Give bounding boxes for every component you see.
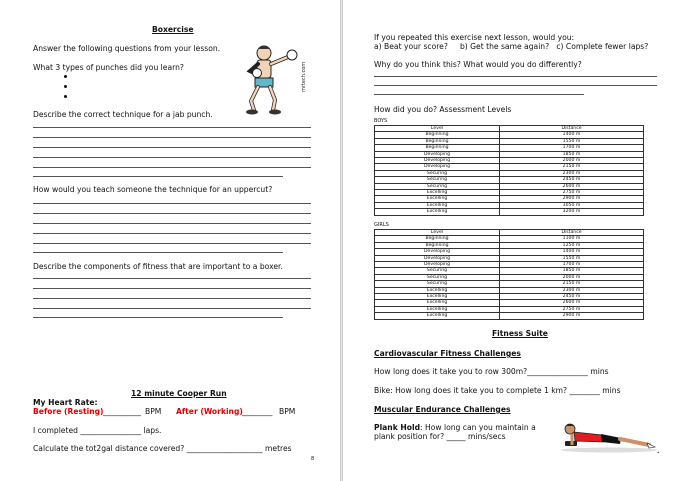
boys-distance-cell: 2750 m: [500, 190, 644, 196]
girls-distance-header: Distance: [500, 230, 644, 236]
page-corner-mark: •: [657, 450, 660, 455]
boys-distance-cell: 3050 m: [500, 202, 644, 208]
why-question: Why do you think this? What would you do differently?: [374, 60, 582, 69]
boys-level-cell: Beginning: [375, 145, 500, 151]
boys-distance-cell: 2900 m: [500, 196, 644, 202]
boys-level-cell: Securing: [375, 177, 500, 183]
boxercise-title: Boxercise: [152, 25, 194, 34]
intro-text: Answer the following questions from your lesson.: [33, 44, 221, 53]
girls-level-cell: Excelling: [375, 287, 500, 293]
girls-distance-cell: 2600 m: [500, 300, 644, 306]
question-components: Describe the components of fitness that are important to a boxer.: [33, 262, 283, 271]
answer-line[interactable]: [33, 176, 283, 177]
cooper-run-title: 12 minute Cooper Run: [131, 389, 227, 398]
answer-line[interactable]: [374, 85, 657, 86]
boys-distance-cell: 1400 m: [500, 132, 644, 138]
boys-distance-cell: 2000 m: [500, 158, 644, 164]
boys-level-cell: Securing: [375, 183, 500, 189]
plank-question-text: : How long can you maintain a: [420, 423, 536, 432]
bullet-1: [64, 75, 67, 78]
page-number: 8: [311, 456, 315, 462]
boys-distance-cell: 2300 m: [500, 170, 644, 176]
girls-level-cell: Beginning: [375, 236, 500, 242]
girls-level-cell: Developing: [375, 255, 500, 261]
boys-level-cell: Securing: [375, 170, 500, 176]
answer-line[interactable]: [33, 223, 311, 224]
girls-level-cell: Securing: [375, 274, 500, 280]
watermark-text: mrtech.com: [301, 61, 307, 92]
girls-level-cell: Securing: [375, 281, 500, 287]
boys-label: BOYS: [374, 118, 388, 124]
plank-question-line1: [374, 423, 536, 432]
plank-question-line2[interactable]: plank position for? _____ mins/secs: [374, 432, 506, 441]
girls-distance-cell: 2450 m: [500, 294, 644, 300]
question-uppercut: How would you teach someone the technique for an uppercut?: [33, 185, 273, 194]
answer-line[interactable]: [33, 308, 311, 309]
girls-distance-cell: 2150 m: [500, 281, 644, 287]
working-blank[interactable]: ________: [242, 407, 273, 416]
boys-distance-cell: 1550 m: [500, 138, 644, 144]
boys-level-cell: Excelling: [375, 196, 500, 202]
right-page: [342, 0, 683, 481]
plank-illustration: [557, 414, 661, 454]
girls-distance-cell: 2750 m: [500, 306, 644, 312]
girls-level-cell: Excelling: [375, 300, 500, 306]
boys-level-cell: Excelling: [375, 190, 500, 196]
heart-rate-label: My Heart Rate:: [33, 398, 98, 407]
answer-line[interactable]: [33, 317, 283, 318]
answer-line[interactable]: [33, 243, 311, 244]
question-punches: What 3 types of punches did you learn?: [33, 63, 184, 72]
girls-distance-cell: 1850 m: [500, 268, 644, 274]
boys-level-cell: Developing: [375, 164, 500, 170]
girls-level-cell: Excelling: [375, 306, 500, 312]
answer-line[interactable]: [33, 167, 311, 168]
boys-level-cell: Developing: [375, 151, 500, 157]
girls-distance-cell: 1250 m: [500, 242, 644, 248]
boys-row: [375, 209, 644, 215]
bullet-2: [64, 85, 67, 88]
girls-levels-table: [374, 229, 644, 320]
boys-levels-table: [374, 125, 644, 216]
girls-distance-cell: 2300 m: [500, 287, 644, 293]
boys-distance-cell: 2600 m: [500, 183, 644, 189]
girls-level-cell: Developing: [375, 262, 500, 268]
girls-row: [375, 313, 644, 319]
girls-level-header: Level: [375, 230, 500, 236]
girls-distance-cell: 2900 m: [500, 313, 644, 319]
bpm-label-resting: BPM: [145, 407, 162, 416]
girls-label: GIRLS: [374, 222, 389, 228]
assessment-title: How did you do? Assessment Levels: [374, 105, 512, 114]
answer-line[interactable]: [33, 127, 311, 128]
boys-distance-header: Distance: [500, 126, 644, 132]
girls-distance-cell: 1100 m: [500, 236, 644, 242]
girls-level-cell: Securing: [375, 268, 500, 274]
bullet-3: [64, 95, 67, 98]
question-jab: Describe the correct technique for a jab punch.: [33, 110, 213, 119]
boys-level-cell: Excelling: [375, 209, 500, 215]
girls-distance-cell: 1700 m: [500, 262, 644, 268]
fitness-suite-title: Fitness Suite: [492, 329, 548, 338]
answer-line[interactable]: [33, 288, 311, 289]
boys-distance-cell: 2450 m: [500, 177, 644, 183]
repeat-options: a) Beat your score? b) Get the same again? c) Complete fewer laps?: [374, 42, 649, 51]
plank-label: Plank Hold: [374, 423, 421, 432]
answer-line[interactable]: [374, 94, 584, 95]
bpm-label-working: BPM: [279, 407, 296, 416]
answer-line[interactable]: [374, 76, 657, 77]
boys-level-cell: Beginning: [375, 132, 500, 138]
bike-question[interactable]: Bike: How long does it take you to complete 1 km? ________ mins: [374, 386, 621, 395]
girls-distance-cell: 2000 m: [500, 274, 644, 280]
girls-level-cell: Excelling: [375, 313, 500, 319]
boys-distance-cell: 1700 m: [500, 145, 644, 151]
laps-completed[interactable]: I completed ________________ laps.: [33, 426, 162, 435]
resting-blank[interactable]: __________: [103, 407, 141, 416]
repeat-question: If you repeated this exercise next lesson, would you:: [374, 33, 575, 42]
answer-line[interactable]: [33, 278, 311, 279]
answer-line[interactable]: [33, 147, 311, 148]
distance-question[interactable]: Calculate the tot2gal distance covered? ____________________ metres: [33, 444, 292, 453]
answer-line[interactable]: [33, 252, 283, 253]
resting-label: Before (Resting): [33, 407, 104, 416]
row-question[interactable]: How long does it take you to row 300m?________________ mins: [374, 367, 609, 376]
boys-distance-cell: 1850 m: [500, 151, 644, 157]
cardio-title: Cardiovascular Fitness Challenges: [374, 349, 521, 358]
boys-level-cell: Beginning: [375, 138, 500, 144]
boys-distance-cell: 2150 m: [500, 164, 644, 170]
answer-line[interactable]: [33, 157, 311, 158]
left-page: [0, 0, 341, 481]
answer-line[interactable]: [33, 298, 311, 299]
girls-distance-cell: 1400 m: [500, 249, 644, 255]
answer-line[interactable]: [33, 213, 311, 214]
boxer-illustration: [238, 40, 310, 116]
answer-line[interactable]: [33, 137, 311, 138]
girls-level-cell: Excelling: [375, 294, 500, 300]
answer-line[interactable]: [33, 203, 311, 204]
girls-distance-cell: 1550 m: [500, 255, 644, 261]
boys-distance-cell: 3200 m: [500, 209, 644, 215]
girls-level-cell: Developing: [375, 249, 500, 255]
answer-line[interactable]: [33, 233, 311, 234]
working-label: After (Working): [176, 407, 243, 416]
girls-level-cell: Beginning: [375, 242, 500, 248]
boys-level-cell: Developing: [375, 158, 500, 164]
boys-level-header: Level: [375, 126, 500, 132]
muscular-title: Muscular Endurance Challenges: [374, 405, 511, 414]
boys-level-cell: Excelling: [375, 202, 500, 208]
